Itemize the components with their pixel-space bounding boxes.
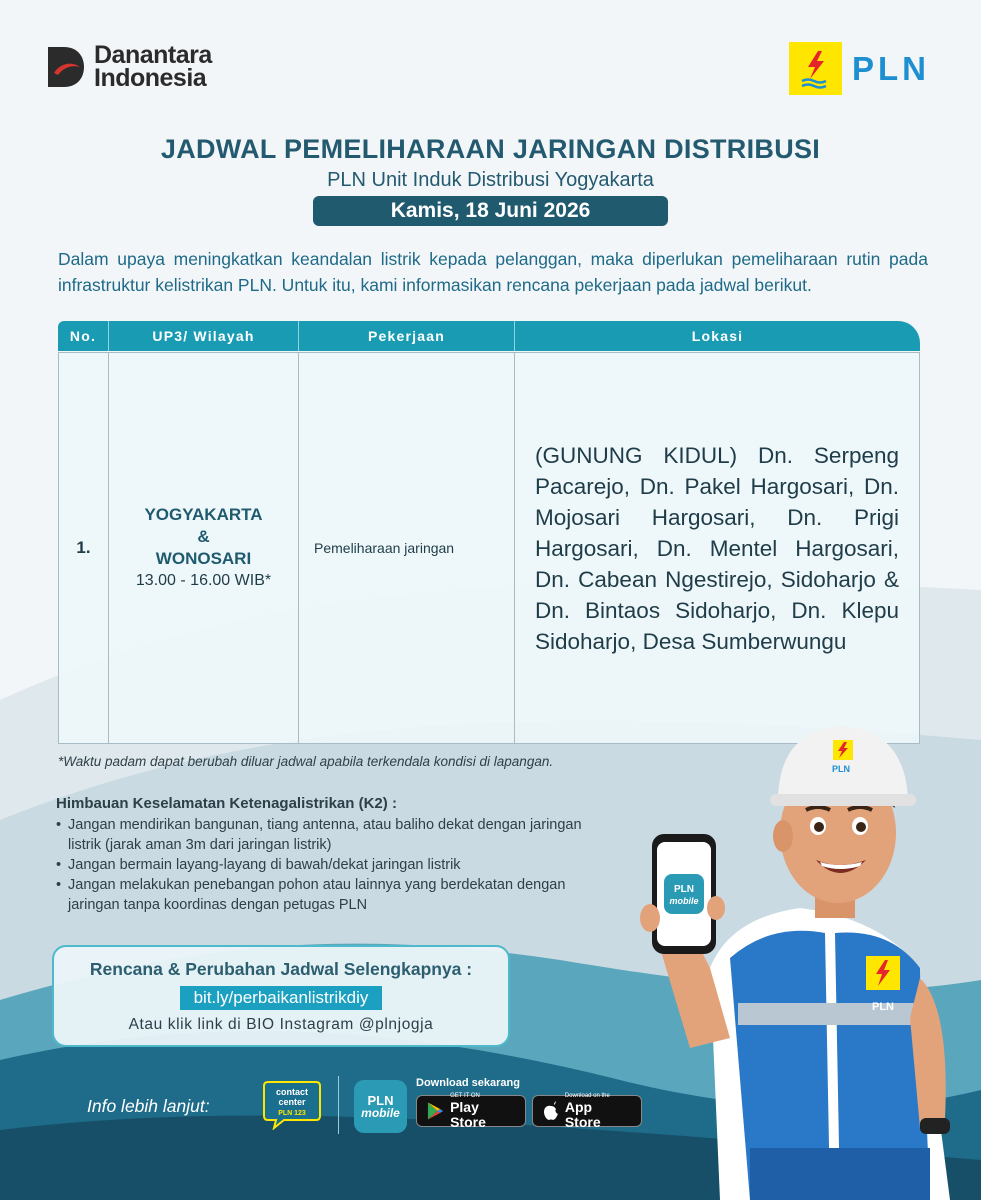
phone-app-line2: mobile [669,896,699,906]
schedule-info-box [52,945,510,1047]
schedule-table [58,321,920,744]
list-item: • Jangan bermain layang-layang di bawah/dekat jaringan listrik [56,855,596,875]
pln-lightning-icon [789,42,842,95]
page-subtitle: PLN Unit Induk Distribusi Yogyakarta [327,169,654,191]
info-label: Info lebih lanjut: [87,1096,210,1116]
pln-worker-illustration [620,718,980,1200]
header-no: No. [58,321,109,351]
phone-app-line1: PLN [674,884,694,895]
cell-no: 1. [58,352,109,744]
pln-mobile-app-icon[interactable] [354,1080,407,1133]
wilayah-time: 13.00 - 16.00 WIB* [135,572,272,589]
page-title: JADWAL PEMELIHARAAN JARINGAN DISTRIBUSI [160,134,821,164]
cta-title: Rencana & Perubahan Jadwal Selengkapnya : [89,959,473,979]
list-item: • Jangan mendirikan bangunan, tiang antenna, atau baliho dekat dengan jaringan listrik (jarak aman 3m dari jaringan listrik) [56,815,596,855]
danantara-logo [46,41,212,92]
date-badge: Kamis, 18 Juni 2026 [313,196,668,226]
danantara-mark-icon [46,45,86,89]
wilayah-line3: WONOSARI [155,549,252,568]
contact-line1: contact [275,1087,309,1097]
safety-title: Himbauan Keselamatan Ketenagalistrikan (K2) : [56,795,397,812]
contact-center-icon[interactable] [262,1078,322,1130]
app-line2: mobile [361,1105,400,1120]
vest-text: PLN [872,1001,894,1013]
play-store-button[interactable] [416,1092,526,1130]
safety-list [56,815,596,915]
list-item: • Jangan melakukan penebangan pohon atau lainnya yang berdekatan dengan jaringan tanpa koordinas dengan petugas PLN [56,875,596,915]
intro-paragraph: Dalam upaya meningkatkan keandalan listrik kepada pelanggan, maka diperlukan pemeliharaan rutin pada infrastruktur kelistrikan PLN. Untuk itu, kami informasikan rencana pekerjaan pada jadwal berikut. [58,249,928,295]
cta-instagram-note: Atau klik link di BIO Instagram @plnjogja [128,1016,434,1033]
footnote: *Waktu padam dapat berubah diluar jadwal apabila terkendala kondisi di lapangan. [58,754,554,769]
table-header [58,321,920,351]
apple-big-text: App Store [564,1098,601,1130]
apple-icon [543,1101,559,1121]
wilayah-line1: YOGYAKARTA [144,505,263,524]
footer-divider [338,1076,339,1134]
watch-icon [920,1118,950,1134]
title-block [0,134,981,226]
contact-line2: center [278,1097,306,1107]
header-wilayah: UP3/ Wilayah [109,321,299,351]
danantara-line1: Danantara [94,41,212,69]
header-lokasi: Lokasi [691,328,744,344]
app-line1: PLN [367,1092,394,1108]
play-small-text: GET IT ON [450,1092,480,1099]
play-big-text: Play Store [450,1098,486,1130]
cell-wilayah [109,352,299,744]
play-store-icon [427,1101,444,1121]
pln-wordmark: PLN [852,49,930,87]
download-label: Download sekarang [416,1077,520,1089]
table-row [58,352,920,744]
wilayah-line2: & [197,527,210,546]
pln-logo [789,42,930,95]
helmet-text: PLN [832,764,850,774]
schedule-link[interactable]: bit.ly/perbaikanlistrikdiy [180,986,383,1010]
apple-small-text: Download on the [564,1092,610,1099]
danantara-line2: Indonesia [94,64,207,92]
safety-notice [56,795,596,915]
header-pekerjaan: Pekerjaan [299,321,515,351]
cell-lokasi: (GUNUNG KIDUL) Dn. Serpeng Pacarejo, Dn. Pakel Hargosari, Dn. Mojosari Hargosari, Dn. Prigi Hargosari, Dn. Mentel Hargosari, Dn. Cabean Ngestirejo, Sidoharjo & Dn. Bintaos Sidoharjo, Dn. Klepu Sidoharjo, Desa Sumberwungu [515,352,920,744]
cell-pekerjaan: Pemeliharaan jaringan [299,352,515,744]
contact-line3: PLN 123 [278,1110,306,1117]
